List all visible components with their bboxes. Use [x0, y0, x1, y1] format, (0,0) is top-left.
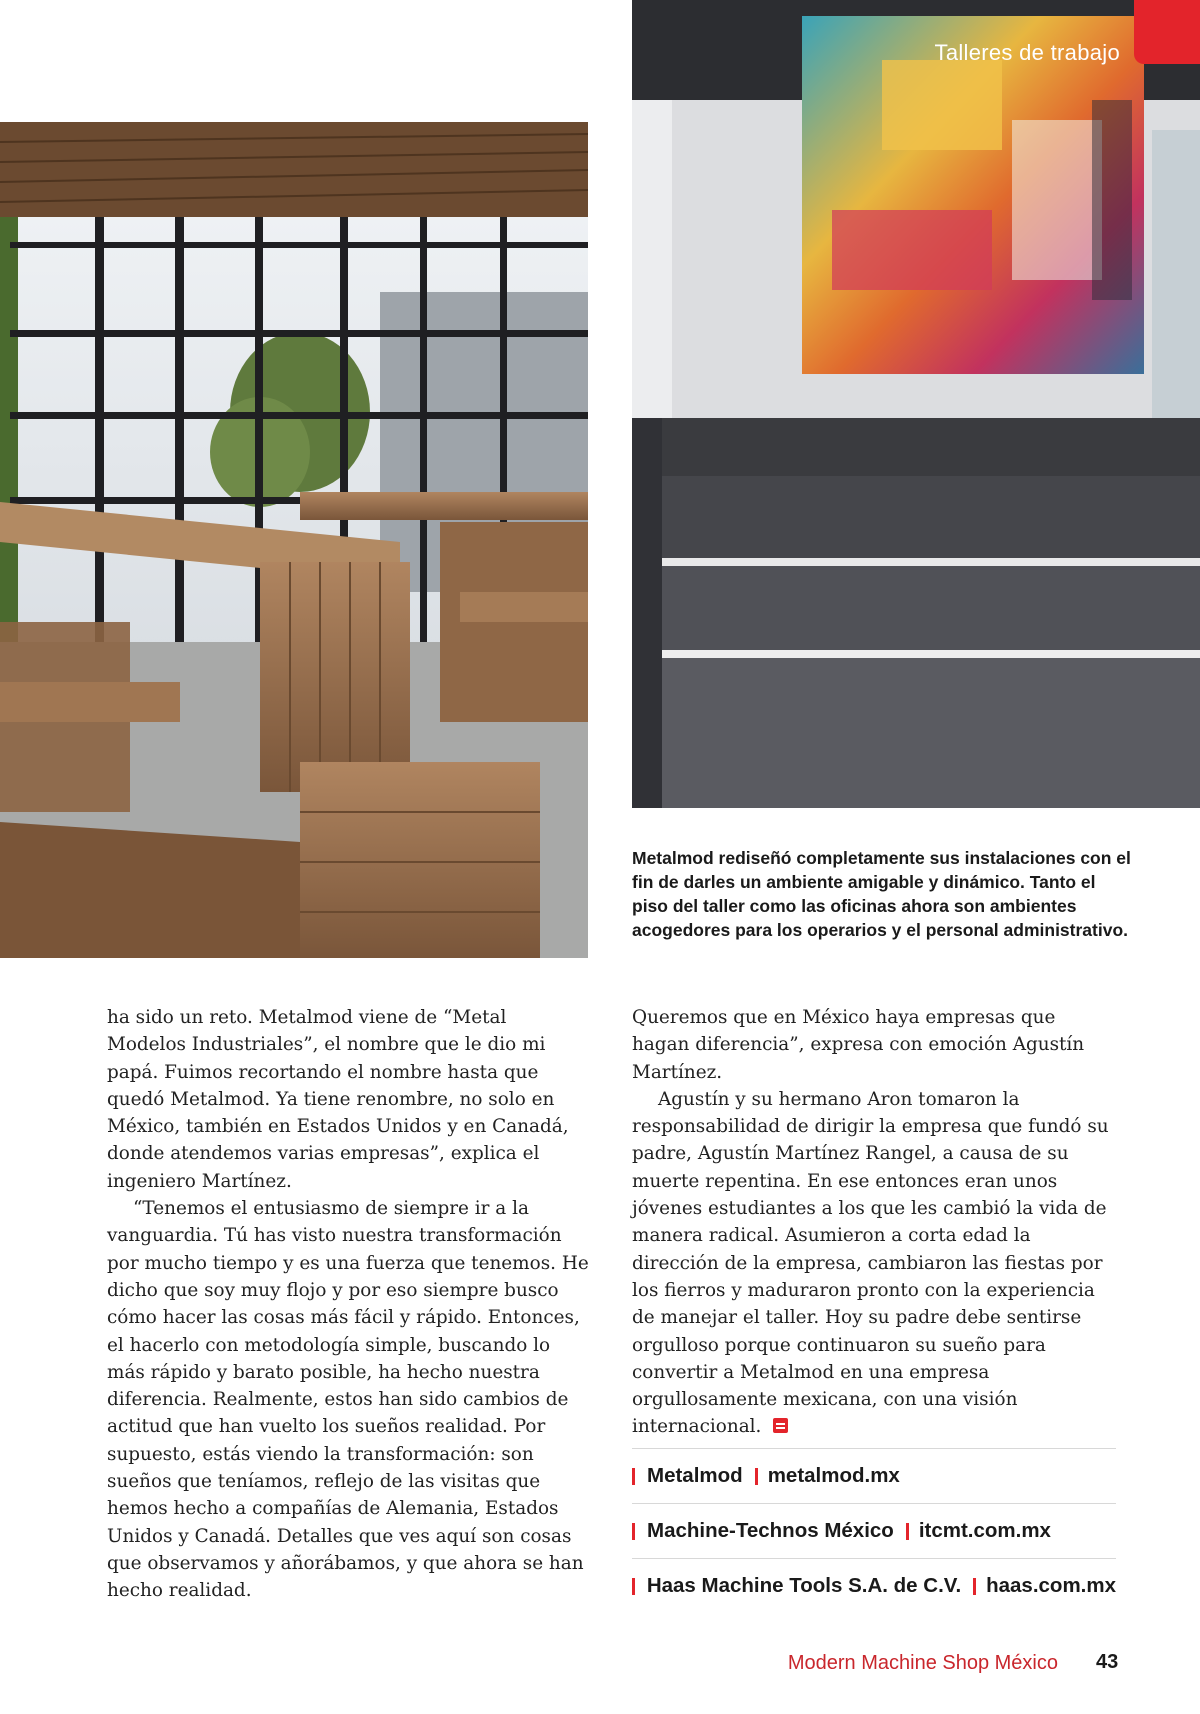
source-name: Machine-Technos México — [647, 1519, 894, 1542]
article-end-icon — [773, 1418, 788, 1433]
section-tag: Talleres de trabajo — [934, 40, 1120, 65]
paragraph: “Tenemos el entusiasmo de siempre ir a la vanguardia. Tú has visto nuestra transformación por mucho tiempo y es una fuerza que tenemos. He dicho que soy muy flojo y por eso siempre busco cómo hacer las cosas más fácil y rápido. Entonces, el hacerlo con metodología simple, buscando lo más rápido y barato posible, ha hecho nuestra diferencia. Realmente, estos han sido cambios de actitud que han vuelto los sueños realidad. Por supuesto, estás viendo la transformación: son sueños que teníamos, reflejo de las visitas que hemos hecho a compañías de Alemania, Estados Unidos y Canadá. Detalles que ves aquí son cosas que observamos y añorábamos, y que ahora se han hecho realidad. — [107, 1198, 589, 1602]
sources-list — [632, 1448, 1116, 1613]
source-row — [632, 1558, 1116, 1613]
footer-magazine-title: Modern Machine Shop México — [787, 1652, 1058, 1674]
photo-dining-area — [0, 122, 588, 958]
photo-caption: Metalmod rediseñó completamente sus instalaciones con el fin de darles un ambiente amigable y dinámico. Tanto el piso del taller como las oficinas ahora son ambientes acogedores para los operarios y el personal administrativo. — [632, 848, 1131, 940]
red-bar-icon — [632, 1523, 635, 1540]
red-bar-icon — [755, 1468, 758, 1485]
section-tab-red — [1134, 0, 1200, 64]
source-row — [632, 1503, 1116, 1558]
source-url[interactable]: haas.com.mx — [986, 1574, 1116, 1597]
source-name: Haas Machine Tools S.A. de C.V. — [646, 1574, 962, 1597]
paragraph: ha sido un reto. Metalmod viene de “Metal Modelos Industriales”, el nombre que le dio mi papá. Fuimos recortando el nombre hasta que quedó Metalmod. Ya tiene renombre, no solo en México, también en Estados Unidos y en Canadá, donde atendemos varias empresas”, explica el ingeniero Martínez. — [107, 1007, 569, 1192]
source-url[interactable]: itcmt.com.mx — [918, 1519, 1051, 1542]
source-url[interactable]: metalmod.mx — [767, 1464, 900, 1487]
paragraph: Queremos que en México haya empresas que hagan diferencia”, expresa con emoción Agustín Martínez. — [632, 1007, 1085, 1083]
paragraph-final — [632, 1086, 1118, 1441]
red-bar-icon — [906, 1523, 909, 1540]
source-name: Metalmod — [647, 1464, 743, 1487]
red-bar-icon — [973, 1578, 976, 1595]
photo-stairs-painting — [632, 0, 1200, 808]
page-number: 43 — [1096, 1651, 1119, 1673]
article-column-left — [107, 1004, 589, 1605]
red-bar-icon — [632, 1578, 635, 1595]
article-column-right — [632, 1004, 1118, 1441]
red-bar-icon — [632, 1468, 635, 1485]
source-row — [632, 1448, 1116, 1503]
paragraph-text: Agustín y su hermano Aron tomaron la responsabilidad de dirigir la empresa que fundó su padre, Agustín Martínez Rangel, a causa de su muerte repentina. En ese entonces eran unos jóvenes estudiantes a los que les cambió la vida de manera radical. Asumieron a corta edad la dirección de la empresa, cambiaron las fiestas por los fierros y maduraron pronto con la experiencia de manejar el taller. Hoy su padre debe sentirse orgulloso porque continuaron su sueño para convertir a Metalmod en una empresa orgullosamente mexicana, con una visión internacional. — [632, 1088, 1109, 1438]
